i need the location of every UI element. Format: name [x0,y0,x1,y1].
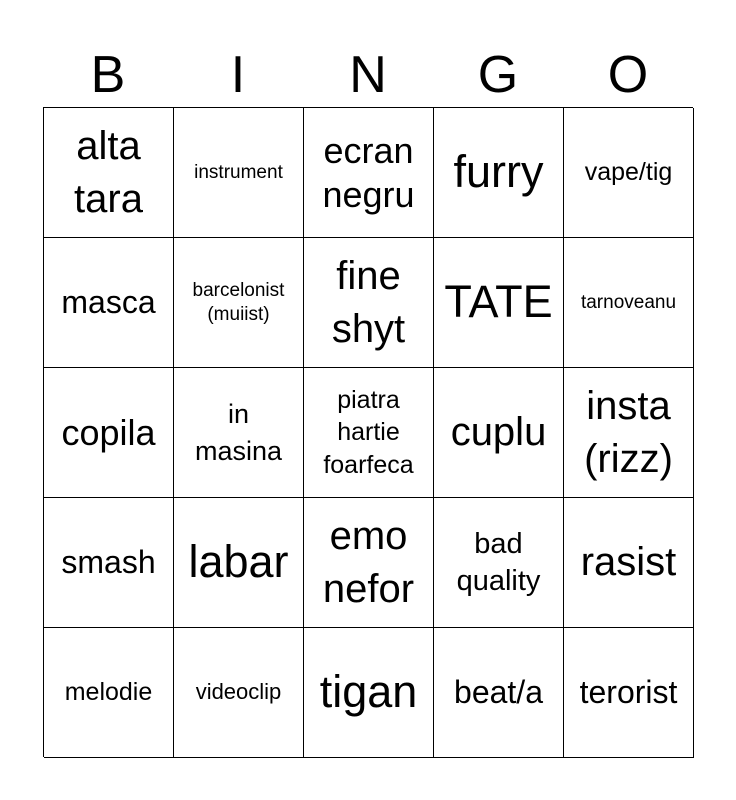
cell-text: bad quality [456,528,541,597]
cell-text: copila [61,411,156,453]
bingo-cell-r4-c1[interactable] [44,498,174,628]
cell-text: terorist [579,673,678,710]
bingo-cell-r5-c1[interactable] [44,628,174,758]
bingo-cell-r4-c3[interactable] [304,498,434,628]
header-letter-o: O [607,46,649,104]
bingo-cell-r5-c5[interactable] [564,628,694,758]
cell-text: emo nefor [322,513,415,611]
bingo-cell-r5-c2[interactable] [174,628,304,758]
header-letter-b: B [90,46,126,104]
cell-text: beat/a [454,673,543,710]
cell-text: labar [188,536,289,588]
bingo-cell-r3-c4[interactable] [434,368,564,498]
cell-text: instrument [194,161,283,183]
bingo-board [43,107,693,757]
bingo-cell-r5-c4[interactable] [434,628,564,758]
cell-text: masca [61,283,156,320]
bingo-cell-r5-c3[interactable] [304,628,434,758]
bingo-cell-r2-c5[interactable] [564,238,694,368]
header-letter-n: N [349,46,387,104]
cell-text: videoclip [195,679,282,705]
bingo-cell-r1-c1[interactable] [44,108,174,238]
bingo-cell-r2-c3[interactable] [304,238,434,368]
cell-text: melodie [64,678,153,707]
cell-text: rasist [580,540,677,585]
cell-text: alta tara [74,123,143,221]
bingo-cell-r2-c1[interactable] [44,238,174,368]
cell-text: furry [453,146,544,198]
bingo-cell-r4-c2[interactable] [174,498,304,628]
cell-text: tarnoveanu [580,291,677,313]
cell-text: cuplu [450,410,547,455]
cell-text: TATE [444,276,553,328]
header-letter-g: G [477,46,519,104]
cell-text: barcelonist (muiist) [192,279,285,325]
cell-text: ecran negru [322,130,415,215]
cell-text: vape/tig [584,158,673,187]
header-letter-i: I [230,46,246,104]
bingo-cell-r2-c2[interactable] [174,238,304,368]
cell-text: fine shyt [331,253,406,351]
bingo-cell-r1-c5[interactable] [564,108,694,238]
bingo-cell-r3-c1[interactable] [44,368,174,498]
bingo-cell-r3-c5[interactable] [564,368,694,498]
bingo-cell-r1-c3[interactable] [304,108,434,238]
bingo-header [43,42,693,108]
bingo-cell-r1-c4[interactable] [434,108,564,238]
cell-text: piatra hartie foarfeca [323,385,414,479]
cell-text: insta (rizz) [584,383,673,481]
cell-text: tigan [319,666,418,718]
bingo-cell-r3-c2[interactable] [174,368,304,498]
cell-text: smash [61,543,156,580]
bingo-cell-r1-c2[interactable] [174,108,304,238]
bingo-cell-r3-c3[interactable] [304,368,434,498]
bingo-cell-r2-c4[interactable] [434,238,564,368]
bingo-cell-r4-c5[interactable] [564,498,694,628]
bingo-cell-r4-c4[interactable] [434,498,564,628]
cell-text: in masina [194,399,283,466]
